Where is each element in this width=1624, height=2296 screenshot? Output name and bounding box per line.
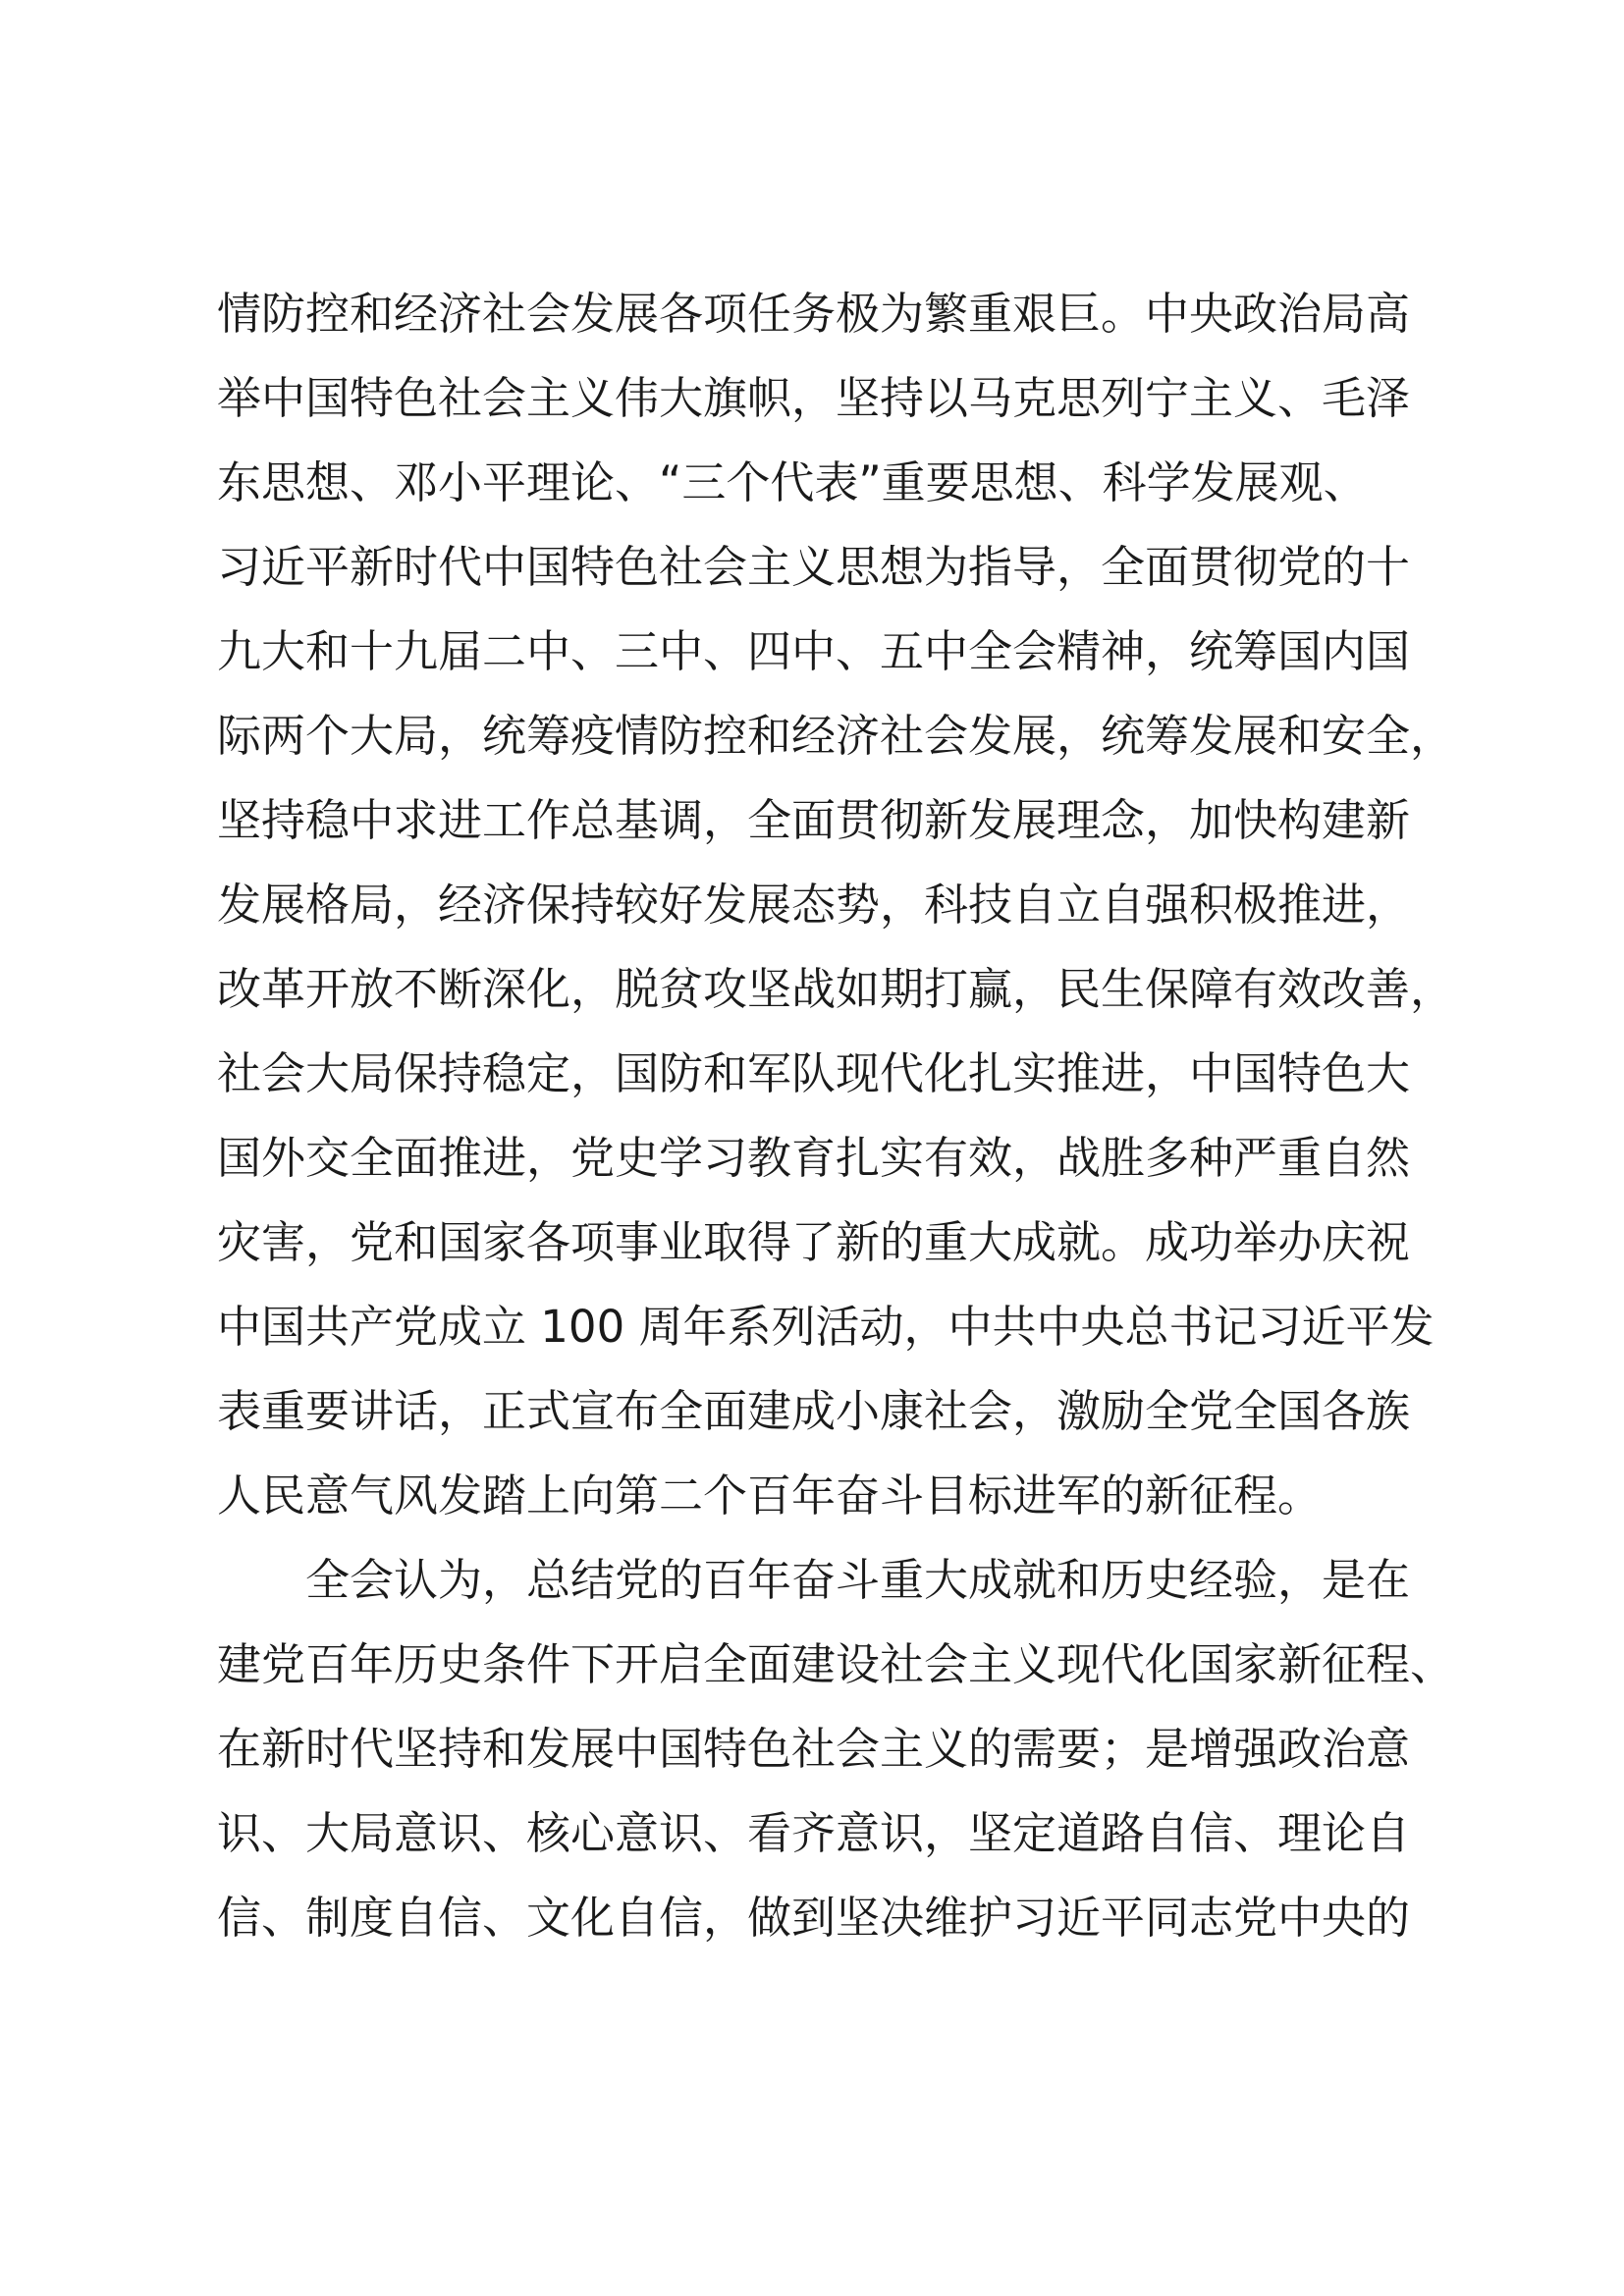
text-line-17: 建党百年历史条件下开启全面建设社会主义现代化国家新征程、 [217, 1638, 1455, 1690]
text-line-11: 国外交全面推进，党史学习教育扎实有效，战胜多种严重自然 [217, 1132, 1411, 1184]
text-line-12: 灾害，党和国家各项事业取得了新的重大成就。成功举办庆祝 [217, 1216, 1411, 1268]
text-line-15: 人民意气风发踏上向第二个百年奋斗目标进军的新征程。 [217, 1469, 1323, 1522]
text-line-7: 坚持稳中求进工作总基调，全面贯彻新发展理念，加快构建新 [217, 794, 1411, 846]
text-line-14: 表重要讲话，正式宣布全面建成小康社会，激励全党全国各族 [217, 1385, 1411, 1437]
text-line-2: 举中国特色社会主义伟大旗帜，坚持以马克思列宁主义、毛泽 [217, 372, 1411, 424]
text-line-8: 发展格局，经济保持较好发展态势，科技自立自强积极推进， [217, 879, 1411, 931]
text-line-3: 东思想、邓小平理论、“三个代表”重要思想、科学发展观、 [217, 456, 1368, 508]
text-line-4: 习近平新时代中国特色社会主义思想为指导，全面贯彻党的十 [217, 541, 1411, 593]
text-line-5: 九大和十九届二中、三中、四中、五中全会精神，统筹国内国 [217, 625, 1411, 677]
text-line-9: 改革开放不断深化，脱贫攻坚战如期打赢，民生保障有效改善， [217, 963, 1455, 1015]
text-line-1: 情防控和经济社会发展各项任务极为繁重艰巨。中央政治局高 [217, 288, 1411, 340]
text-line-16: 全会认为，总结党的百年奋斗重大成就和历史经验，是在 [305, 1554, 1411, 1606]
text-line-20: 信、制度自信、文化自信，做到坚决维护习近平同志党中央的 [217, 1892, 1411, 1944]
text-line-10: 社会大局保持稳定，国防和军队现代化扎实推进，中国特色大 [217, 1047, 1411, 1099]
text-line-13: 中国共产党成立 100 周年系列活动，中共中央总书记习近平发 [217, 1301, 1435, 1353]
text-line-18: 在新时代坚持和发展中国特色社会主义的需要；是增强政治意 [217, 1723, 1411, 1775]
text-line-19: 识、大局意识、核心意识、看齐意识，坚定道路自信、理论自 [217, 1807, 1411, 1859]
text-line-6: 际两个大局，统筹疫情防控和经济社会发展，统筹发展和安全， [217, 710, 1455, 762]
